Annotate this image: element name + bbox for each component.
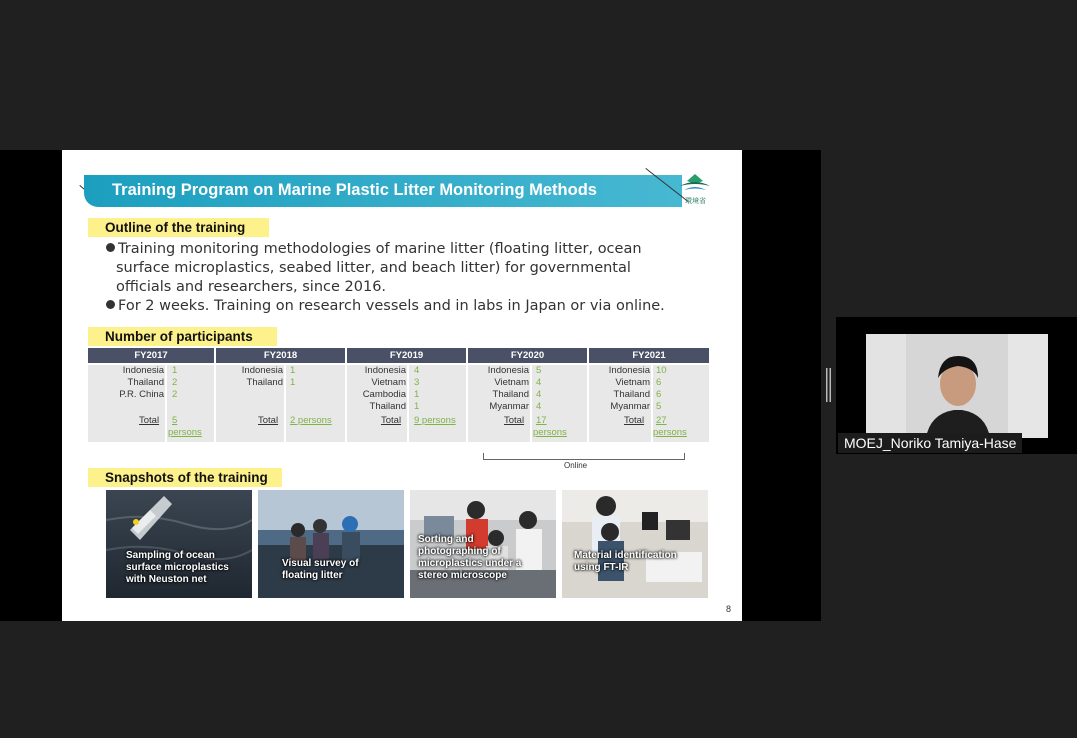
total-unit: persons xyxy=(533,427,567,438)
country-name: Vietnam xyxy=(371,377,406,388)
photo-caption: Material identification using FT-IR xyxy=(574,550,677,573)
ftir-photo-icon xyxy=(562,490,708,598)
country-count: 4 xyxy=(536,401,542,412)
country-count: 10 xyxy=(656,365,667,376)
fy-column xyxy=(347,348,466,444)
online-label: Online xyxy=(564,461,588,470)
country-count: 4 xyxy=(414,365,420,376)
total-count: 17 xyxy=(536,415,547,426)
country-count: 1 xyxy=(414,401,420,412)
total-label: Total xyxy=(381,415,402,426)
country-count: 4 xyxy=(536,377,542,388)
country-count: 6 xyxy=(656,377,662,388)
country-name: Indonesia xyxy=(241,365,283,376)
moe-logo xyxy=(678,172,718,206)
panel-resize-handle-icon[interactable] xyxy=(826,368,831,402)
country-name: P.R. China xyxy=(119,389,164,400)
country-count: 2 xyxy=(172,389,178,400)
total-label: Total xyxy=(504,415,525,426)
country-name: Thailand xyxy=(613,389,650,400)
total-count: 27 xyxy=(656,415,667,426)
country-count: 1 xyxy=(414,389,420,400)
country-name: Thailand xyxy=(246,377,283,388)
country-name: Thailand xyxy=(492,389,529,400)
country-name: Indonesia xyxy=(122,365,164,376)
country-name: Thailand xyxy=(369,401,406,412)
fy-header: FY2020 xyxy=(468,348,587,363)
fy-header: FY2017 xyxy=(88,348,214,363)
country-name: Vietnam xyxy=(494,377,529,388)
participant-name: MOEJ_Noriko Tamiya-Hase xyxy=(838,433,1022,453)
snapshots-label: Snapshots of the training xyxy=(88,468,282,487)
fy-header: FY2018 xyxy=(216,348,345,363)
photo-neuston-net xyxy=(106,490,252,598)
slide-title: Training Program on Marine Plastic Litter Monitoring Methods xyxy=(112,181,597,199)
country-count: 2 xyxy=(172,377,178,388)
outline-label: Outline of the training xyxy=(88,218,269,237)
total-unit: persons xyxy=(653,427,687,438)
participants-table xyxy=(88,348,708,444)
country-name: Cambodia xyxy=(362,389,406,400)
total-count: 2 persons xyxy=(290,415,332,426)
country-name: Indonesia xyxy=(364,365,406,376)
fy-column xyxy=(468,348,587,444)
country-name: Indonesia xyxy=(608,365,650,376)
bullet-item: Training monitoring methodologies of marine litter (floating litter, ocean surface microplastics, seabed litter, and beach litter) for governmental officials and researchers, since 2016. xyxy=(106,240,726,297)
country-name: Indonesia xyxy=(487,365,529,376)
country-count: 4 xyxy=(536,389,542,400)
moe-logo-icon xyxy=(678,172,712,196)
moe-logo-text: 環境省 xyxy=(685,197,706,205)
slide-title-bar xyxy=(84,175,682,207)
bullet-dot-icon xyxy=(106,300,115,309)
total-count: 9 persons xyxy=(414,415,456,426)
country-count: 6 xyxy=(656,389,662,400)
page-number: 8 xyxy=(726,604,732,614)
country-count: 5 xyxy=(536,365,542,376)
country-name: Myanmar xyxy=(489,401,529,412)
fy-column xyxy=(589,348,709,444)
photo-visual-survey xyxy=(258,490,404,598)
country-count: 1 xyxy=(172,365,178,376)
participant-video-tile[interactable] xyxy=(836,317,1077,454)
country-name: Vietnam xyxy=(615,377,650,388)
bullet-dot-icon xyxy=(106,243,115,252)
fy-column xyxy=(216,348,345,444)
photo-caption: Sorting and photographing of microplastics under a stereo microscope xyxy=(418,534,522,581)
fy-header: FY2019 xyxy=(347,348,466,363)
participants-label: Number of participants xyxy=(88,327,277,346)
country-count: 5 xyxy=(656,401,662,412)
presentation-slide xyxy=(62,150,742,621)
photo-caption: Sampling of ocean surface microplastics with Neuston net xyxy=(126,550,229,585)
participant-video xyxy=(866,334,1048,438)
country-count: 1 xyxy=(290,377,296,388)
total-unit: persons xyxy=(168,427,202,438)
participant-video-feed-icon xyxy=(866,334,1048,438)
total-label: Total xyxy=(139,415,160,426)
photo-caption: Visual survey of floating litter xyxy=(282,558,359,581)
online-bracket xyxy=(483,453,685,460)
photo-microscope xyxy=(410,490,556,598)
total-label: Total xyxy=(624,415,645,426)
country-name: Thailand xyxy=(127,377,164,388)
country-name: Myanmar xyxy=(610,401,650,412)
total-count: 5 xyxy=(172,415,178,426)
fy-header: FY2021 xyxy=(589,348,709,363)
fy-column xyxy=(88,348,214,444)
bullet-item: For 2 weeks. Training on research vessels and in labs in Japan or via online. xyxy=(106,297,726,316)
total-label: Total xyxy=(258,415,279,426)
photo-ft-ir xyxy=(562,490,708,598)
country-count: 1 xyxy=(290,365,296,376)
country-count: 3 xyxy=(414,377,420,388)
